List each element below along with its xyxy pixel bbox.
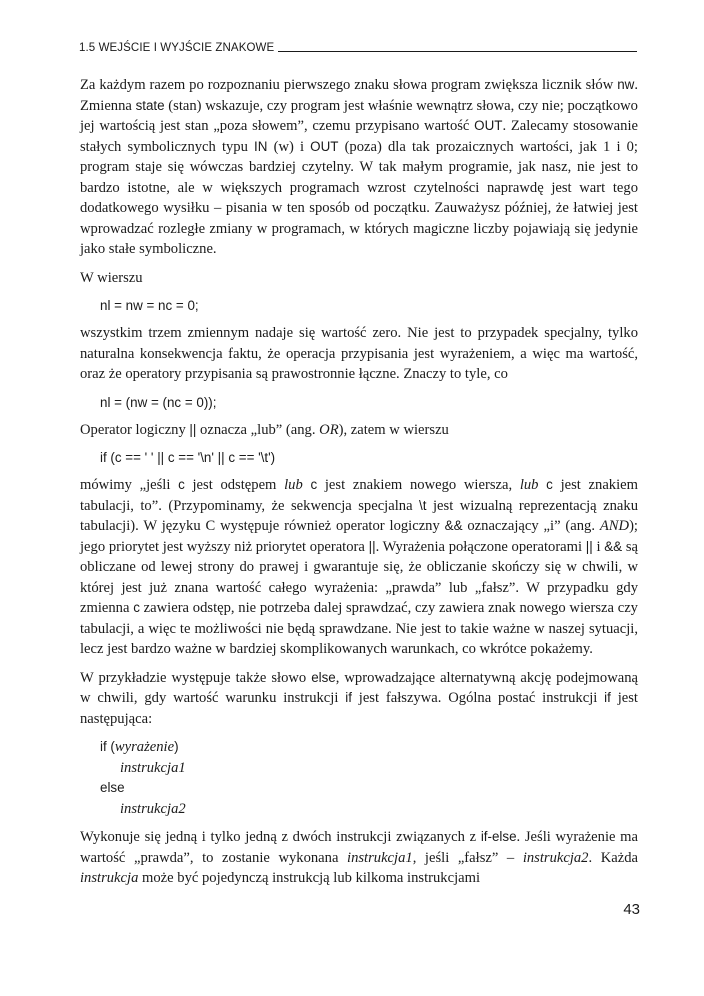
text-run: zawiera odstęp, nie potrzeba dalej sprawdzać, czy zawiera znak nowego wiersza czy tabulacji, a więc te możliwości nie będą sprawdzane. Nie jest to takie ważne w naszej sytuacji, lecz jest bardzo ważne w bardziej skomplikowanych warunkach, co wkrótce pokażemy. bbox=[80, 600, 638, 657]
code-placeholder: instrukcja2 bbox=[120, 800, 186, 817]
code-term: && bbox=[604, 538, 623, 554]
header-rule bbox=[278, 51, 637, 52]
page-number: 43 bbox=[623, 901, 640, 918]
text-run: (stan) wskazuje, czy program jest właśnie wewnątrz słowa, czy nie; początkowo jej wartością jest stan „poza słowem”, czemu przypisano wartość bbox=[80, 97, 638, 134]
italic-term: lub bbox=[519, 477, 539, 493]
code-term: \t bbox=[419, 497, 427, 513]
paragraph-5 bbox=[80, 475, 638, 660]
code-term: || bbox=[585, 538, 593, 554]
italic-term: lub bbox=[284, 477, 303, 493]
code-placeholder: wyrażenie bbox=[114, 739, 175, 755]
italic-term: instrukcja2 bbox=[522, 849, 589, 866]
paragraph-6 bbox=[80, 668, 638, 730]
text-run: jest fałszywa. Ogólna postać instrukcji bbox=[351, 690, 605, 706]
text-run: oznacza „lub” (ang. bbox=[196, 421, 320, 438]
code-keyword: if ( bbox=[100, 739, 115, 754]
text-run: . Jeśli wyrażenie ma wartość „prawda”, to zostanie wykonana bbox=[80, 829, 638, 866]
code-keyword: else bbox=[100, 780, 125, 795]
code-term: || bbox=[368, 538, 376, 554]
code-term: else bbox=[311, 669, 336, 685]
text-run: , wprowadzające alternatywną akcję podejmowaną w chwili, gdy wartość warunku instrukcji bbox=[80, 669, 638, 706]
text-run: ); jego priorytet jest wyższy niż priorytet operatora bbox=[80, 518, 638, 555]
text-run: . Każda bbox=[588, 849, 638, 866]
italic-term: OR bbox=[319, 421, 339, 438]
text-run: . Zmienna bbox=[80, 77, 638, 114]
paragraph-4 bbox=[80, 420, 638, 441]
running-header bbox=[79, 38, 637, 54]
text-run: (poza) dla tak prozaicznych wartości, jak 1 i 0; program staje się wówczas bardziej czytelny. W tak małym programie, jak nasz, nie jest to bardzo istotne, ale w większych programach wzrost czytelności naprawdę jest wart tego dodatkowego wysiłku – pisania w ten sposób od początku. Zauważysz później, że łatwiej jest wprowadzać rozległe zmiany w programach, w których magiczne liczby pojawiają się jedynie jako stałe symboliczne. bbox=[80, 138, 638, 257]
paragraph-3: wszystkim trzem zmiennym nadaje się wartość zero. Nie jest to przypadek specjalny, tylko naturalna konsekwencja faktu, że operacja przypisania jest wyrażeniem, a więc ma wartość, oraz że operatory przypisania są prawostronnie łączne. Znaczy to tyle, co bbox=[80, 325, 638, 382]
stmt1-line bbox=[100, 758, 638, 779]
text-run: ), zatem w wierszu bbox=[338, 421, 449, 438]
text-run: są obliczane od lewej strony do prawej i gwarantuje się, że obliczanie skończy się w chwili, w której jest już znana wartość całego wyrażenia: „prawda” lub „fałsz”. W przypadku gdy zmienna bbox=[80, 538, 638, 616]
code-term: if-else bbox=[480, 829, 517, 844]
text-run: i bbox=[592, 538, 605, 555]
code-term: if bbox=[345, 690, 352, 705]
section-title: 1.5 WEJŚCIE I WYJŚCIE ZNAKOWE bbox=[79, 42, 275, 54]
code-term: OUT bbox=[310, 138, 339, 154]
code-line-3: if (c == ' ' || c == '\n' || c == '\t') bbox=[100, 450, 276, 465]
text-run: , jeśli „fałsz” – bbox=[412, 849, 523, 866]
code-term: c bbox=[310, 477, 318, 492]
text-run: może być pojedynczą instrukcją lub kilkoma instrukcjami bbox=[138, 870, 481, 886]
code-line-1: nl = nw = nc = 0; bbox=[100, 298, 199, 313]
text-run: Operator logiczny bbox=[80, 421, 190, 438]
code-term: || bbox=[189, 421, 197, 437]
if-line bbox=[100, 737, 638, 758]
paragraph-2: W wierszu bbox=[80, 269, 143, 286]
italic-term: instrukcja1 bbox=[347, 849, 413, 866]
code-line-2: nl = (nw = (nc = 0)); bbox=[100, 394, 217, 410]
italic-term: AND bbox=[599, 518, 630, 534]
text-run: Za każdym razem po rozpoznaniu pierwszego znaku słowa program zwiększa licznik słów bbox=[80, 77, 618, 93]
code-term: c bbox=[133, 600, 140, 615]
italic-term: instrukcja bbox=[80, 870, 139, 886]
code-term: OUT bbox=[474, 118, 503, 133]
text-run: jest następująca: bbox=[80, 690, 638, 727]
code-term: state bbox=[135, 97, 165, 113]
else-line bbox=[100, 778, 638, 799]
text-run: jest znakiem tabulacji, to”. (Przypominamy, że sekwencja specjalna bbox=[80, 477, 638, 514]
stmt2-line bbox=[100, 799, 638, 820]
text-run: jest odstępem bbox=[184, 477, 285, 493]
code-term: c bbox=[546, 477, 553, 492]
paragraph-7 bbox=[80, 827, 638, 889]
page-body bbox=[80, 75, 638, 897]
code-term: && bbox=[444, 518, 463, 533]
text-run: oznaczający „i” (ang. bbox=[462, 518, 600, 534]
text-run: (w) i bbox=[267, 138, 311, 155]
code-keyword: ) bbox=[174, 739, 179, 754]
if-else-syntax-block bbox=[100, 737, 638, 819]
paragraph-1 bbox=[80, 75, 638, 260]
code-term: IN bbox=[254, 138, 268, 154]
text-run: Wykonuje się jedną i tylko jedną z dwóch instrukcji związanych z bbox=[80, 829, 481, 845]
text-run: mówimy „jeśli bbox=[80, 477, 179, 493]
code-placeholder: instrukcja1 bbox=[120, 759, 186, 776]
text-run: . Zalecamy stosowanie stałych symbolicznych typu bbox=[80, 118, 638, 155]
code-term: c bbox=[178, 477, 185, 492]
code-term: nw bbox=[617, 77, 635, 92]
text-run: W przykładzie występuje także słowo bbox=[80, 669, 312, 686]
code-term: if bbox=[604, 690, 611, 705]
text-run: . Wyrażenia połączone operatorami bbox=[375, 538, 586, 555]
text-run: jest znakiem nowego wiersza, bbox=[317, 477, 520, 493]
text-run: jest wizualną reprezentacją znaku tabulacji). W języku C występuje również operator logiczny bbox=[80, 497, 638, 534]
